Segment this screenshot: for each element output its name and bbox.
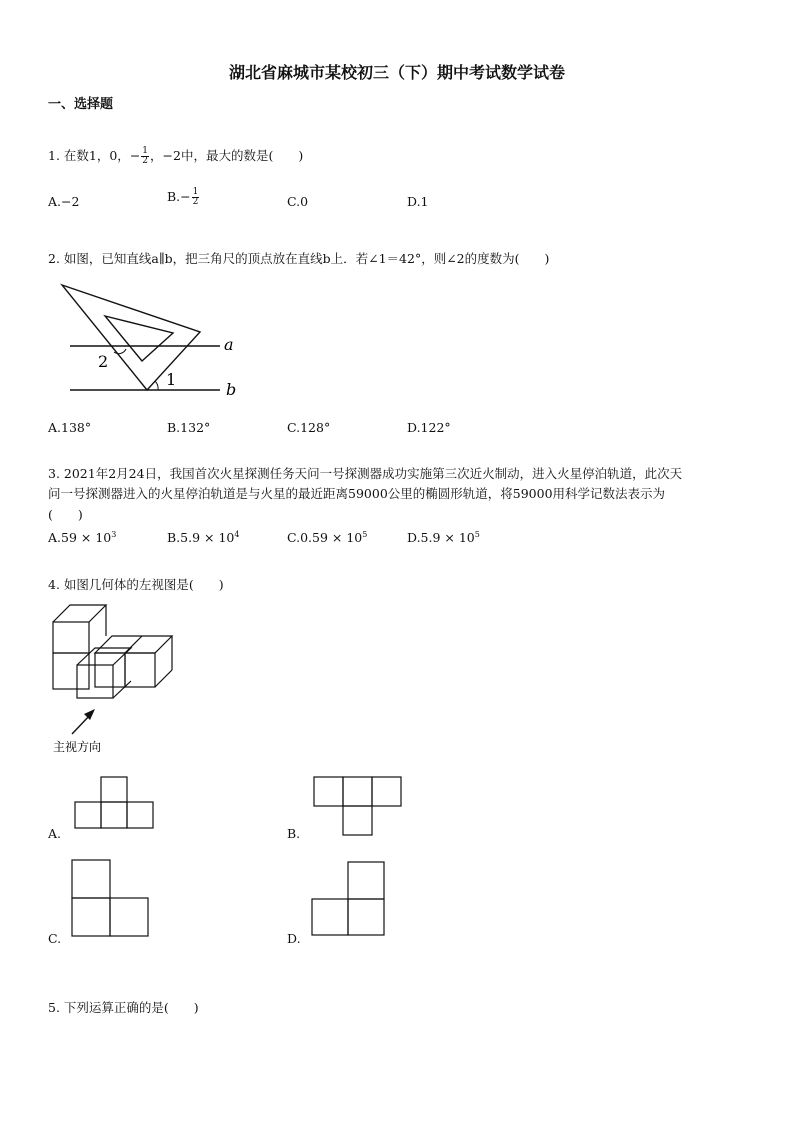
q1-option-b-prefix: B.− [167, 189, 191, 204]
q2-label-2: 2 [98, 352, 109, 371]
q4-c-bottom-left [72, 898, 110, 936]
q3-option-b-exp: 4 [234, 530, 240, 539]
q4-a-right [127, 802, 153, 828]
q1-frac-den: 2 [142, 156, 149, 166]
question-3-line-1: 3. 2021年2月24日，我国首次火星探测任务天问一号探测器成功实施第三次近火制动，进入火星停泊轨道，此次天 [48, 466, 683, 481]
section-heading-choice: 一、选择题 [48, 97, 114, 112]
q4-option-b[interactable]: B. [287, 826, 301, 841]
question-2: 2. 如图，已知直线a∥b，把三角尺的顶点放在直线b上．若∠1＝42°，则∠2的度数为( ) [48, 251, 550, 266]
q1-option-b-num: 1 [192, 187, 199, 197]
q4-d-bottom-right [348, 899, 384, 935]
question-3-line-2: 问一号探测器进入的火星停泊轨道是与火星的最近距离59000公里的椭圆形轨道，将59000用科学记数法表示为 [48, 486, 666, 501]
q4-b-mid [343, 777, 372, 806]
q4-d-top [348, 862, 384, 899]
q1-frac-num: 1 [142, 146, 149, 156]
question-5: 5. 下列运算正确的是( ) [48, 1000, 199, 1015]
q4-a-top [101, 777, 127, 802]
q4-c-top [72, 860, 110, 898]
q2-option-c[interactable]: C.128° [287, 420, 331, 435]
q1-option-a[interactable]: A.−2 [48, 194, 80, 209]
q2-option-d[interactable]: D.122° [407, 420, 451, 435]
q2-option-a[interactable]: A.138° [48, 420, 92, 435]
q1-option-d[interactable]: D.1 [407, 194, 429, 209]
q2-label-1: 1 [166, 370, 177, 389]
q4-view-caption: 主视方向 [53, 740, 102, 754]
q3-option-b-base: B.5.9 × 10 [167, 530, 235, 546]
q3-option-c-exp: 5 [362, 530, 368, 539]
q4-a-left [75, 802, 101, 828]
q4-b-bottom [343, 806, 372, 835]
q3-option-c-base: C.0.59 × 10 [287, 530, 363, 546]
q1-option-c[interactable]: C.0 [287, 194, 309, 209]
q3-option-d-exp: 5 [474, 530, 480, 539]
q4-option-figures [0, 0, 420, 950]
question-4: 4. 如图几何体的左视图是( ) [48, 577, 224, 592]
q1-option-b-den: 2 [192, 197, 199, 207]
q2-label-a: a [224, 335, 234, 354]
q4-b-left [314, 777, 343, 806]
page-title: 湖北省麻城市某校初三（下）期中考试数学试卷 [228, 63, 565, 82]
q4-option-c[interactable]: C. [48, 931, 62, 946]
q4-c-bottom-right [110, 898, 148, 936]
q2-label-b: b [226, 380, 237, 399]
q1-prefix: 1. 在数1，0， [48, 148, 130, 163]
q4-a-mid [101, 802, 127, 828]
q1-suffix: ，−2中，最大的数是( ) [150, 148, 304, 163]
q4-option-d[interactable]: D. [287, 931, 301, 946]
q4-b-right [372, 777, 401, 806]
question-3-line-3: ( ) [48, 507, 83, 522]
q4-option-a[interactable]: A. [48, 826, 62, 841]
q3-option-a-base: A.59 × 10 [48, 530, 112, 546]
q1-neg: − [129, 148, 141, 163]
q3-option-a-exp: 3 [111, 530, 117, 539]
q2-option-b[interactable]: B.132° [167, 420, 211, 435]
q4-d-bottom-left [312, 899, 348, 935]
q3-option-d-base: D.5.9 × 10 [407, 530, 475, 546]
